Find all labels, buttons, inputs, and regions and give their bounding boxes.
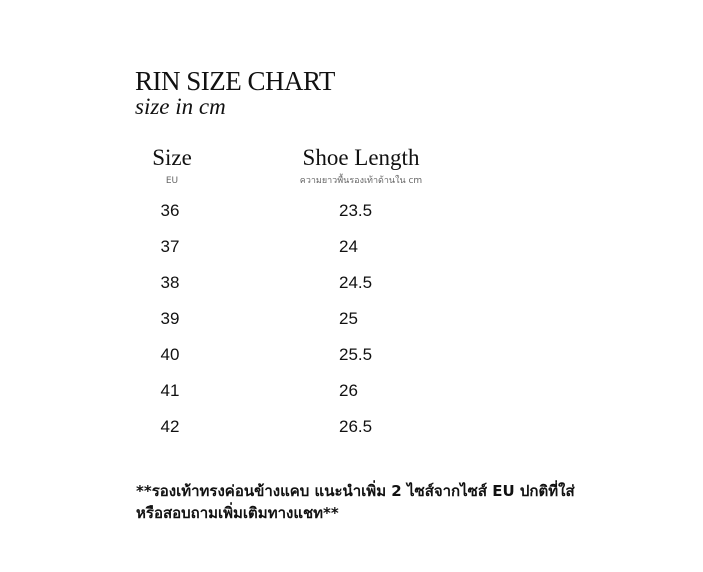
column-subheader-shoe-length: ความยาวพื้นรองเท้าด้านใน cm [299,176,423,186]
table-row [0,235,703,271]
table-row [0,415,703,451]
column-subheader-size: EU [165,176,179,186]
size-cell: 40 [160,345,180,364]
length-cell: 26 [339,381,358,400]
table-row [0,199,703,235]
length-cell: 24 [339,237,358,256]
table-row [0,379,703,415]
size-cell: 37 [160,237,180,256]
length-cell: 25 [339,309,358,328]
size-cell: 36 [160,201,180,220]
table-row [0,343,703,379]
fit-note [136,480,656,524]
length-cell: 24.5 [339,273,373,292]
length-cell: 26.5 [339,417,373,436]
size-cell: 42 [160,417,180,436]
length-cell: 25.5 [339,345,373,364]
fit-note-line-2: หรือสอบถามเพิ่มเติมทางแชท** [136,504,339,522]
size-cell: 39 [160,309,180,328]
chart-title: RIN SIZE CHART [135,66,335,96]
table-row [0,307,703,343]
length-cell: 23.5 [339,201,373,220]
table-row [0,271,703,307]
size-cell: 41 [160,381,180,400]
chart-subtitle: size in cm [135,94,226,119]
column-header-size: Size [152,145,192,170]
size-table-body [0,199,703,451]
fit-note-line-1: **รองเท้าทรงค่อนข้างแคบ แนะนำเพิ่ม 2 ไซส์จากไซส์ EU ปกติที่ใส่ [136,482,575,500]
column-header-shoe-length: Shoe Length [302,145,420,170]
size-cell: 38 [160,273,180,292]
